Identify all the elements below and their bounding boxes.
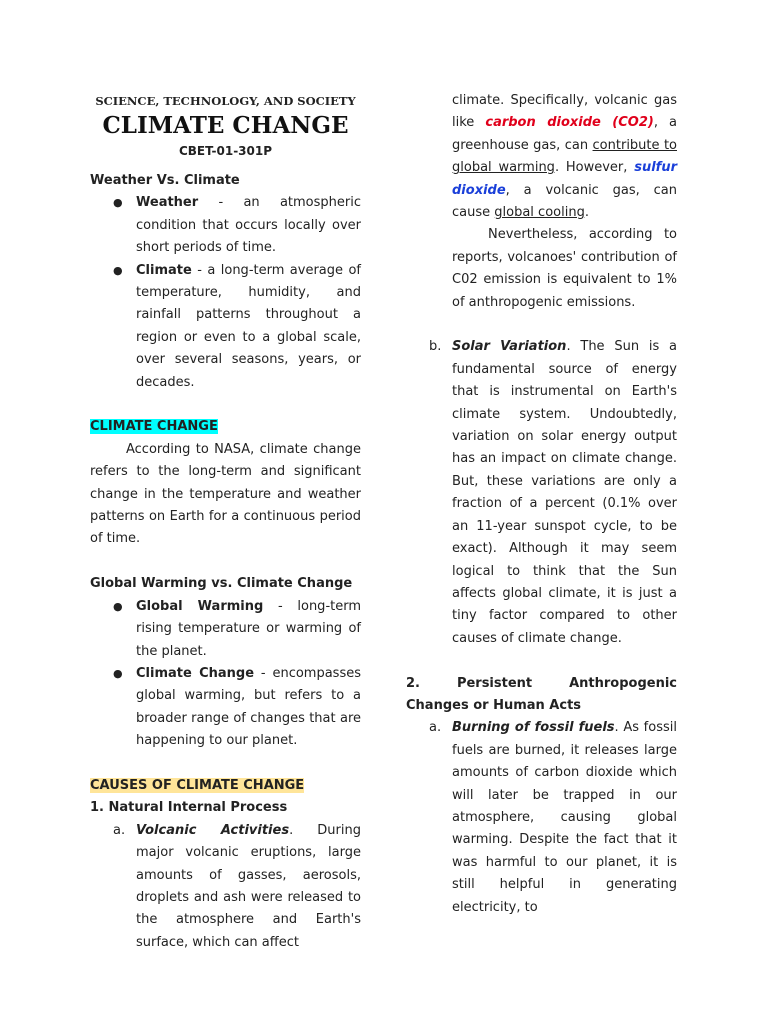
volcanic-paragraph-2: Nevertheless, according to reports, volcanoes' contribution of C02 emission is equivalent to 1% of anthropogenic emissions. <box>452 227 677 310</box>
term-solar-variation: Solar Variation <box>452 339 567 355</box>
bullet-icon: ● <box>113 196 123 210</box>
course-code: CBET-01-301P <box>178 144 273 158</box>
term-weather: Weather <box>136 195 199 211</box>
list-item <box>406 717 677 919</box>
fossil-text: . As fossil fuels are burned, it releases large amounts of carbon dioxide which will later be trapped in our atmosphere, causing global warming. Despite the fact that it was harmful to our planet, it is still helpful in generating electricity, to <box>452 720 677 915</box>
term-global-warming: Global Warming <box>136 598 264 614</box>
bullet-icon: ● <box>113 263 123 277</box>
highlighted-heading: CAUSES OF CLIMATE CHANGE <box>90 777 305 793</box>
bullet-icon: ● <box>113 666 123 680</box>
list-item <box>90 192 361 259</box>
list-item <box>90 663 361 753</box>
list-item <box>90 820 361 954</box>
list-item <box>406 336 677 650</box>
climate-change-heading <box>90 416 361 438</box>
weather-vs-climate-heading: Weather Vs. Climate <box>90 173 240 188</box>
global-warming-list <box>90 596 361 753</box>
volcanic-text-part6: . <box>584 205 589 221</box>
definition-weather: - an atmospheric condition that occurs locally over short periods of time. <box>136 195 361 256</box>
definition-climate-change: - encompasses global warming, but refers to a broader range of changes that are happening to our planet. <box>136 665 361 749</box>
term-climate: Climate <box>136 262 192 278</box>
global-warming-underlined: contribute to global warming <box>452 137 677 176</box>
term-climate-change: Climate Change <box>136 665 255 681</box>
list-marker: a. <box>429 720 442 736</box>
global-cooling-underlined: global cooling <box>494 205 585 221</box>
volcanic-text-part1: . During major volcanic eruptions, large amounts of gasses, aerosols, droplets and ash were released to the atmosphere and Earth's surface, which can affect <box>136 822 361 950</box>
list-item <box>406 90 677 224</box>
solar-text: . The Sun is a fundamental source of energy that is instrumental on Earth's climate system. Undoubtedly, variation on solar energy output has an impact on climate change. But, these variations are only a fraction of a percent (0.1% over an 11-year sunspot cycle, to be exact). Although it may seem logical to think that the Sun affects global climate, it is just a tiny factor compared to other causes of climate change. <box>452 339 678 646</box>
causes-heading <box>90 775 361 797</box>
bullet-icon: ● <box>113 599 123 613</box>
natural-process-heading: 1. Natural Internal Process <box>90 800 288 816</box>
term-fossil-fuels: Burning of fossil fuels <box>452 720 615 736</box>
course-subject: SCIENCE, TECHNOLOGY, AND SOCIETY <box>95 94 356 108</box>
volcanic-text-part4: . However, <box>554 160 635 176</box>
list-item <box>90 260 361 394</box>
definition-global-warming: - long-term rising temperature or warming of the planet. <box>136 598 362 659</box>
volcanic-text-part2: climate. Specifically, volcanic gas like <box>452 93 677 131</box>
climate-change-paragraph: According to NASA, climate change refers to the long-term and significant change in the temperature and weather patterns on Earth for a continuous period of time. <box>90 441 361 547</box>
volcanic-text-part3: , a greenhouse gas, can <box>452 115 678 153</box>
document-title: CLIMATE CHANGE <box>102 112 349 139</box>
list-marker: a. <box>113 822 126 838</box>
sulfur-dioxide-term: sulfur dioxide <box>452 160 677 198</box>
term-volcanic-activities: Volcanic Activities <box>136 822 290 838</box>
spacer <box>406 314 677 336</box>
global-warming-heading: Global Warming vs. Climate Change <box>90 576 353 592</box>
carbon-dioxide-term: carbon dioxide (CO2) <box>485 115 654 131</box>
definition-climate: - a long-term average of temperature, humidity, and rainfall patterns throughout a region or even to a global scale, over several seasons, years, or decades. <box>136 262 361 390</box>
volcanic-text-part5: , a volcanic gas, can cause <box>452 182 677 221</box>
human-causes-list <box>406 717 677 919</box>
natural-causes-list-continued <box>406 90 677 650</box>
list-item <box>90 596 361 663</box>
list-marker: b. <box>429 339 442 355</box>
right-column <box>406 90 677 919</box>
natural-causes-list <box>90 820 361 954</box>
left-column <box>90 90 361 954</box>
highlighted-heading: CLIMATE CHANGE <box>90 419 218 435</box>
weather-climate-list <box>90 192 361 394</box>
human-acts-heading: 2. Persistent Anthropogenic Changes or Human Acts <box>406 675 677 713</box>
